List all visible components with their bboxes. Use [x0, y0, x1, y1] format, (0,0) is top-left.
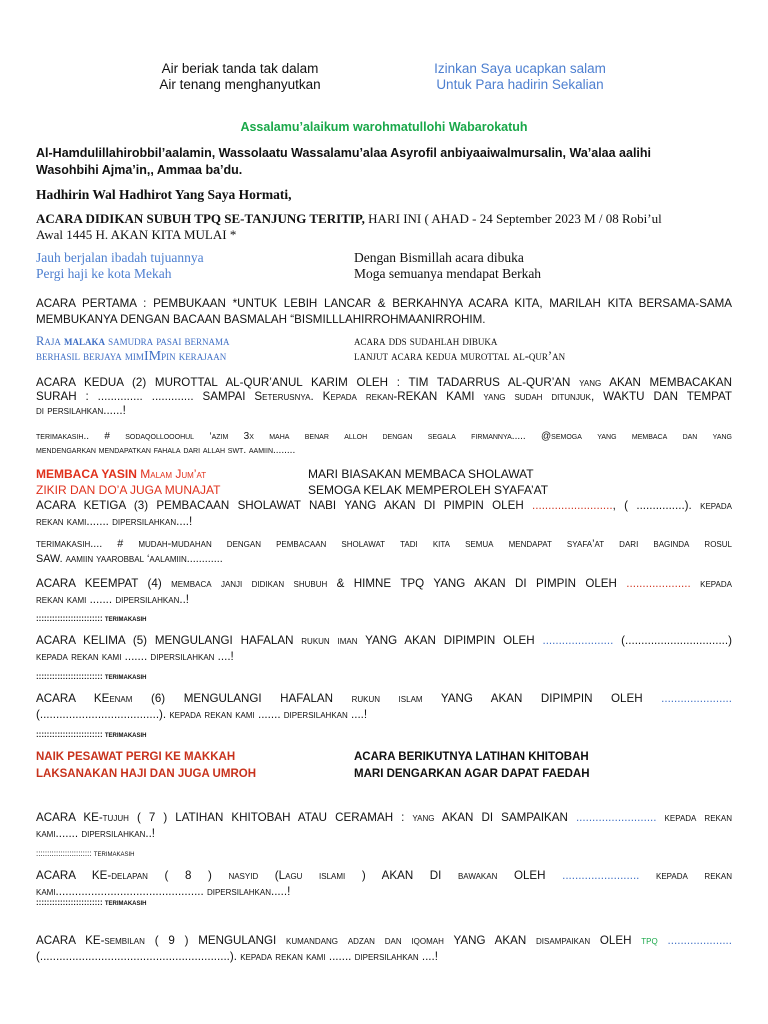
terimakasih-line: terimakasih.... # mudah-mudahan dengan pembacaan sholawat tadi kita semua mendapat syafa’at dari baginda rosul	[36, 538, 732, 550]
name-blank: ........................	[562, 869, 640, 882]
acara-text: ACARA KE-sembilan ( 9 ) MENGULANGI kumandang adzan dan iqomah YANG AKAN disampaikan OLEH	[36, 934, 642, 947]
pantun-line: Dengan Bismillah acara dibuka	[354, 250, 524, 265]
pantun-three-left	[36, 334, 230, 364]
acara-kedelapan-line	[36, 868, 732, 884]
acara-pertama-line: MEMBUKANYA DENGAN BACAAN BASMALAH “BISMILLLAHIRROHMAANIRROHIM.	[36, 313, 486, 326]
pantun-opening-left	[120, 61, 360, 93]
pantun-word: IM	[143, 349, 162, 364]
acara-keempat	[36, 576, 732, 608]
pantun-two-right	[354, 250, 541, 282]
acara-kesembilan-line	[36, 933, 732, 949]
acara-pertama	[36, 296, 732, 328]
pantun-word: berhasil berjaya mim	[36, 349, 144, 363]
name-blank: ......................	[661, 692, 732, 705]
pantun-five-left	[36, 749, 256, 783]
pantun-line	[36, 349, 230, 364]
pantun-word: samudra pasai bernama	[104, 334, 230, 348]
acara-kedua-line: ACARA KEDUA (2) MUROTTAL AL-QUR’ANUL KARIM OLEH : TIM TADARRUS AL-QUR’AN yang AKAN MEMBACAKAN	[36, 376, 732, 389]
pantun-three-right	[354, 334, 565, 364]
name-blank: .........................	[532, 499, 613, 512]
acara-text: ACARA KEenam (6) MENGULANGI HAFALAN rukun islam YANG AKAN DIPIMPIN OLEH	[36, 692, 662, 705]
terimakasih-six: ::::::::::::::::::::::::: terimakasih	[36, 849, 135, 858]
pantun-line: acara dds sudahlah dibuka	[354, 334, 498, 348]
acara-ketujuh-line	[36, 810, 732, 826]
acara-keenam	[36, 691, 732, 723]
pantun-two-left	[36, 250, 204, 282]
terimakasih-one	[36, 430, 732, 458]
acara-ketiga-line: rekan kami....... dipersilahkan....!	[36, 515, 193, 528]
pantun-line: ZIKIR DAN DO’A JUGA MUNAJAT	[36, 483, 221, 497]
acara-kedelapan	[36, 868, 732, 900]
acara-intro-date: HARI INI ( AHAD - 24 September 2023 M / 08 Robi’ul	[364, 211, 662, 226]
hamdalah-line: Al-Hamdulillahirobbil’aalamin, Wassolaatu Wassalamu’alaa Asyrofil anbiyaaiwalmursalin, Wa’alaa aalihi	[36, 146, 652, 160]
acara-ketiga-line	[36, 498, 732, 514]
pantun-line: Air tenang menghanyutkan	[159, 77, 321, 92]
acara-kesembilan	[36, 933, 732, 965]
pantun-line: Air beriak tanda tak dalam	[161, 61, 319, 76]
pantun-line: SEMOGA KELAK MEMPEROLEH SYAFA’AT	[308, 483, 549, 497]
tpq-label: tpq	[641, 934, 658, 947]
acara-text: kepada rekan	[639, 869, 732, 882]
pantun-five-right	[354, 749, 590, 783]
acara-keempat-line: rekan kami ....... dipersilahkan..!	[36, 593, 190, 606]
salam-line: Assalamu’alaikum warohmatullohi Wabarokatuh	[240, 120, 528, 134]
hamdalah-line: Wasohbihi Ajma’in,, Ammaa ba’du.	[36, 163, 243, 177]
terimakasih-line: terimakasih.. # sodaqollooohul ‘azim 3x maha benar alloh dengan segala firmannya..... @semoga yang membaca dan yang	[36, 431, 732, 442]
hamdalah-paragraph	[36, 145, 736, 179]
acara-kesembilan-line: (...........................................................). kepada rekan kami ....... dipersilahkan ....!	[36, 950, 438, 963]
pantun-line: lanjut acara kedua murottal al-qur’an	[354, 349, 566, 363]
acara-kedua-line: SURAH : .............. ............. SAMPAI Seterusnya. Kepada rekan-REKAN KAMI yang sudah ditunjuk, WAKTU DAN TEMPAT	[36, 390, 732, 403]
pantun-line	[36, 334, 230, 349]
acara-ketujuh-line: kami....... dipersilahkan..!	[36, 827, 156, 840]
acara-kedua	[36, 376, 732, 418]
pantun-word: Raja	[36, 334, 64, 348]
acara-text: ACARA KELIMA (5) MENGULANGI HAFALAN rukun iman YANG AKAN DIPIMPIN OLEH	[36, 634, 543, 647]
terimakasih-five: ::::::::::::::::::::::::: terimakasih	[36, 730, 147, 739]
pantun-word: malaka	[63, 334, 105, 348]
pantun-word: Malam Jum’at	[136, 467, 207, 481]
terimakasih-seven: ::::::::::::::::::::::::: terimakasih	[36, 898, 147, 907]
pantun-line: MARI DENGARKAN AGAR DAPAT FAEDAH	[354, 768, 590, 780]
acara-text: (................................)	[613, 634, 732, 647]
acara-intro-title: ACARA DIDIKAN SUBUH TPQ SE-TANJUNG TERITIP,	[36, 211, 365, 226]
name-blank: ....................	[626, 577, 691, 590]
acara-text: kepada rekan	[656, 811, 732, 824]
acara-keenam-line: (.....................................). kepada rekan kami ....... dipersilahkan ....!	[36, 708, 368, 721]
pantun-opening-right	[400, 61, 640, 93]
pantun-line: Moga semuanya mendapat Berkah	[354, 266, 542, 281]
acara-intro	[36, 211, 736, 243]
acara-kelima-line: kepada rekan kami ....... dipersilahkan ....!	[36, 650, 234, 663]
pantun-four-right	[308, 466, 548, 498]
acara-intro-line1	[36, 211, 736, 227]
name-blank: ......................	[542, 634, 614, 647]
acara-text: ACARA KE-delapan ( 8 ) nasyid (Lagu islami ) AKAN DI bawakan OLEH	[36, 869, 563, 882]
terimakasih-line: mendengarkan mendapatkan fahala dari allah swt. aamiin........	[36, 445, 296, 456]
name-blank: .........................	[575, 811, 657, 824]
pantun-line: MARI BIASAKAN MEMBACA SHOLAWAT	[308, 467, 534, 481]
terimakasih-four: ::::::::::::::::::::::::: terimakasih	[36, 672, 147, 681]
acara-text: kepada	[690, 577, 732, 590]
terimakasih-three: ::::::::::::::::::::::::: terimakasih	[36, 614, 147, 623]
terimakasih-line: SAW. aamiin yaarobbal ‘aalamiin............	[36, 553, 223, 565]
acara-kelima	[36, 633, 732, 665]
pantun-word: pin kerajaan	[161, 349, 227, 363]
pantun-line: Untuk Para hadirin Sekalian	[436, 77, 604, 92]
hadhirin-line: Hadhirin Wal Hadhirot Yang Saya Hormati,	[36, 187, 292, 202]
name-blank: ....................	[657, 934, 732, 947]
acara-keenam-line	[36, 691, 732, 707]
acara-kedua-line: di persilahkan......!	[36, 404, 126, 417]
pantun-line: NAIK PESAWAT PERGI KE MAKKAH	[36, 751, 236, 763]
acara-intro-line2: Awal 1445 H. AKAN KITA MULAI *	[36, 227, 237, 242]
acara-kelima-line	[36, 633, 732, 649]
pantun-line: Pergi haji ke kota Mekah	[36, 266, 172, 281]
acara-text: ACARA KETIGA (3) PEMBACAAN SHOLAWAT NABI YANG AKAN DI PIMPIN OLEH	[36, 499, 533, 512]
acara-ketiga	[36, 498, 732, 530]
acara-text: ACARA KE-tujuh ( 7 ) LATIHAN KHITOBAH ATAU CERAMAH : yang AKAN DI SAMPAIKAN	[36, 811, 576, 824]
acara-pertama-line: ACARA PERTAMA : PEMBUKAAN *UNTUK LEBIH LANCAR & BERKAHNYA ACARA KITA, MARILAH KITA BERSAMA-SAMA	[36, 297, 732, 310]
pantun-word: MEMBACA YASIN	[36, 467, 137, 481]
acara-keempat-line	[36, 576, 732, 592]
pantun-line	[36, 466, 220, 482]
pantun-four-left	[36, 466, 220, 498]
pantun-line: ACARA BERIKUTNYA LATIHAN KHITOBAH	[354, 751, 589, 763]
pantun-line: LAKSANAKAN HAJI DAN JUGA UMROH	[36, 768, 256, 780]
acara-ketujuh	[36, 810, 732, 842]
acara-kedelapan-line: kami.............................................. dipersilahkan.....!	[36, 885, 291, 898]
terimakasih-two	[36, 537, 732, 567]
acara-text: , ( ...............). kepada	[612, 499, 732, 512]
pantun-line: Izinkan Saya ucapkan salam	[434, 61, 606, 76]
pantun-line: Jauh berjalan ibadah tujuannya	[36, 250, 204, 265]
acara-text: ACARA KEEMPAT (4) membaca janji didikan shubuh & HIMNE TPQ YANG AKAN DI PIMPIN OLEH	[36, 577, 627, 590]
